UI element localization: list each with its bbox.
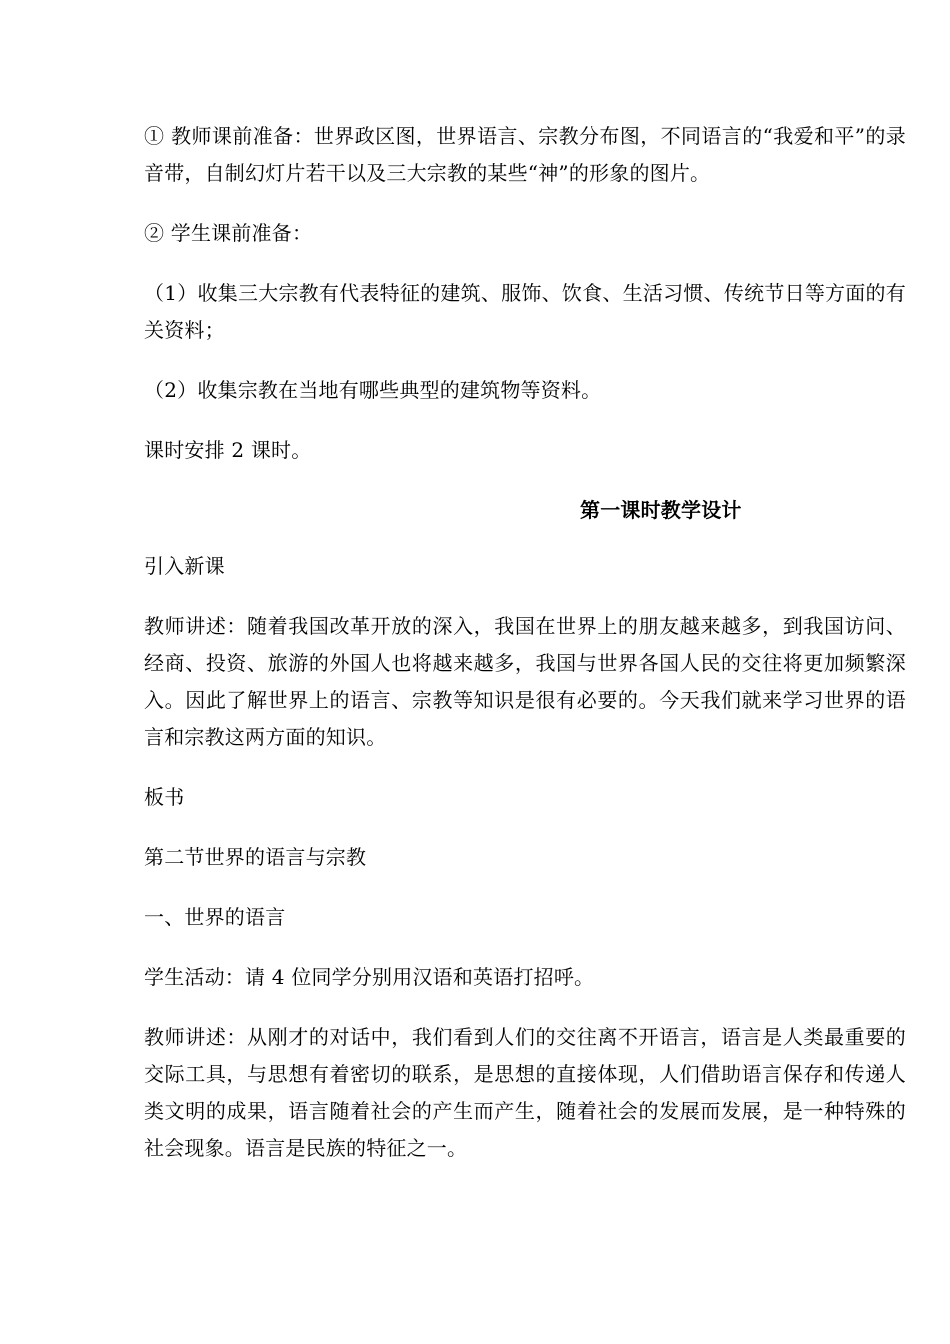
document-body (144, 118, 906, 1167)
preparation-item-2: （2）收集宗教在当地有哪些典型的建筑物等资料。 (144, 378, 602, 402)
lesson-title: 第一课时教学设计 (580, 498, 742, 522)
schedule-paragraph: 课时安排 2 课时。 (144, 438, 312, 462)
student-preparation-paragraph: ② 学生课前准备： (144, 221, 313, 245)
blackboard-heading: 板书 (144, 785, 185, 809)
teacher-talk-paragraph-1: 教师讲述：随着我国改革开放的深入，我国在世界上的朋友越来越多，到我国访问、经商、投资、旅游的外国人也将越来越多，我国与世界各国人民的交往将更加频繁深入。因此了解世界上的语言、宗教等知识是很有必要的。今天我们就来学习世界的语言和宗教这两方面的知识。 (144, 614, 906, 749)
preparation-item-1: （1）收集三大宗教有代表特征的建筑、服饰、饮食、生活习惯、传统节日等方面的有关资料； (144, 281, 906, 342)
teacher-talk-paragraph-2: 教师讲述：从刚才的对话中，我们看到人们的交往离不开语言，语言是人类最重要的交际工具，与思想有着密切的联系，是思想的直接体现，人们借助语言保存和传递人类文明的成果，语言随着社会的产生而产生，随着社会的发展而发展，是一种特殊的社会现象。语言是民族的特征之一。 (144, 1025, 906, 1160)
teacher-preparation-paragraph: ① 教师课前准备：世界政区图，世界语言、宗教分布图，不同语言的“我爱和平”的录音带，自制幻灯片若干以及三大宗教的某些“神”的形象的图片。 (144, 124, 906, 185)
student-activity-paragraph: 学生活动：请 4 位同学分别用汉语和英语打招呼。 (144, 965, 595, 989)
subsection-title: 一、世界的语言 (144, 905, 286, 929)
intro-heading: 引入新课 (144, 554, 225, 578)
section-title: 第二节世界的语言与宗教 (144, 845, 367, 869)
